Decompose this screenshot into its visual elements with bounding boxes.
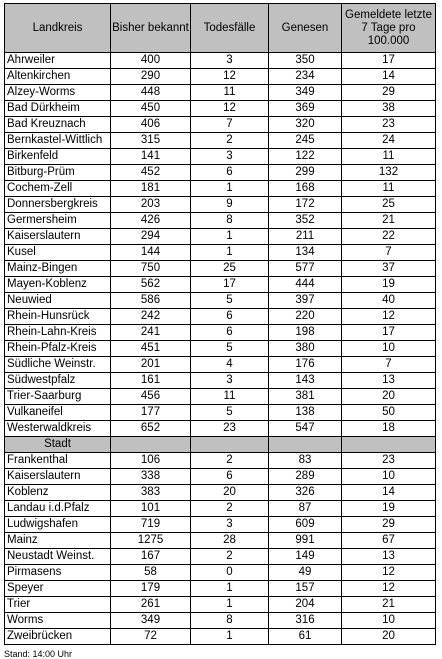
row-inzidenz: 23 bbox=[342, 453, 436, 469]
header-inzidenz: Gemeldete letzte 7 Tage pro 100.000 bbox=[342, 4, 436, 53]
table-row bbox=[5, 629, 436, 645]
row-bisher-bekannt: 167 bbox=[111, 549, 191, 565]
row-todesfaelle: 4 bbox=[191, 357, 269, 373]
table-row bbox=[5, 117, 436, 133]
row-bisher-bekannt: 106 bbox=[111, 453, 191, 469]
row-inzidenz: 12 bbox=[342, 581, 436, 597]
row-inzidenz: 10 bbox=[342, 469, 436, 485]
table-row bbox=[5, 485, 436, 501]
table-row bbox=[5, 469, 436, 485]
row-name: Frankenthal bbox=[5, 453, 111, 469]
row-todesfaelle: 5 bbox=[191, 293, 269, 309]
row-bisher-bekannt: 652 bbox=[111, 421, 191, 437]
row-todesfaelle: 6 bbox=[191, 325, 269, 341]
row-inzidenz: 38 bbox=[342, 101, 436, 117]
header-todesfaelle: Todesfälle bbox=[191, 4, 269, 53]
row-todesfaelle: 11 bbox=[191, 85, 269, 101]
table-row bbox=[5, 517, 436, 533]
row-inzidenz: 25 bbox=[342, 197, 436, 213]
table-row bbox=[5, 261, 436, 277]
header-bisher-bekannt: Bisher bekannt bbox=[111, 4, 191, 53]
table-row bbox=[5, 341, 436, 357]
row-genesen: 352 bbox=[269, 213, 342, 229]
row-name: Zweibrücken bbox=[5, 629, 111, 645]
row-inzidenz: 23 bbox=[342, 117, 436, 133]
row-todesfaelle: 12 bbox=[191, 69, 269, 85]
row-bisher-bekannt: 315 bbox=[111, 133, 191, 149]
row-name: Ludwigshafen bbox=[5, 517, 111, 533]
row-genesen: 143 bbox=[269, 373, 342, 389]
row-name: Vulkaneifel bbox=[5, 405, 111, 421]
table-row bbox=[5, 197, 436, 213]
row-inzidenz: 12 bbox=[342, 565, 436, 581]
row-bisher-bekannt: 294 bbox=[111, 229, 191, 245]
row-genesen: 122 bbox=[269, 149, 342, 165]
row-genesen: 349 bbox=[269, 85, 342, 101]
row-inzidenz: 11 bbox=[342, 149, 436, 165]
row-todesfaelle: 28 bbox=[191, 533, 269, 549]
table-row bbox=[5, 565, 436, 581]
footer-note: Stand: 14:00 Uhr bbox=[4, 649, 73, 659]
row-name: Speyer bbox=[5, 581, 111, 597]
row-todesfaelle: 1 bbox=[191, 245, 269, 261]
row-todesfaelle: 3 bbox=[191, 53, 269, 69]
table-row bbox=[5, 149, 436, 165]
table-row bbox=[5, 373, 436, 389]
table-row bbox=[5, 389, 436, 405]
row-name: Donnersbergkreis bbox=[5, 197, 111, 213]
row-genesen: 61 bbox=[269, 629, 342, 645]
row-bisher-bekannt: 448 bbox=[111, 85, 191, 101]
row-inzidenz: 13 bbox=[342, 549, 436, 565]
row-genesen: 49 bbox=[269, 565, 342, 581]
row-todesfaelle: 2 bbox=[191, 501, 269, 517]
table-row bbox=[5, 165, 436, 181]
row-name: Neuwied bbox=[5, 293, 111, 309]
row-name: Rhein-Hunsrück bbox=[5, 309, 111, 325]
row-todesfaelle: 20 bbox=[191, 485, 269, 501]
table-row bbox=[5, 229, 436, 245]
row-genesen: 234 bbox=[269, 69, 342, 85]
row-bisher-bekannt: 72 bbox=[111, 629, 191, 645]
row-inzidenz: 14 bbox=[342, 69, 436, 85]
row-name: Alzey-Worms bbox=[5, 85, 111, 101]
row-bisher-bekannt: 181 bbox=[111, 181, 191, 197]
row-todesfaelle: 1 bbox=[191, 597, 269, 613]
table-row bbox=[5, 213, 436, 229]
row-inzidenz: 11 bbox=[342, 181, 436, 197]
row-inzidenz: 132 bbox=[342, 165, 436, 181]
row-todesfaelle: 1 bbox=[191, 229, 269, 245]
row-genesen: 320 bbox=[269, 117, 342, 133]
header-landkreis: Landkreis bbox=[5, 4, 111, 53]
row-bisher-bekannt: 58 bbox=[111, 565, 191, 581]
row-todesfaelle: 11 bbox=[191, 389, 269, 405]
row-inzidenz: 7 bbox=[342, 357, 436, 373]
row-todesfaelle: 3 bbox=[191, 373, 269, 389]
row-genesen: 289 bbox=[269, 469, 342, 485]
row-genesen: 157 bbox=[269, 581, 342, 597]
row-name: Kusel bbox=[5, 245, 111, 261]
row-genesen: 134 bbox=[269, 245, 342, 261]
table-row bbox=[5, 421, 436, 437]
row-inzidenz: 50 bbox=[342, 405, 436, 421]
row-bisher-bekannt: 400 bbox=[111, 53, 191, 69]
row-todesfaelle: 3 bbox=[191, 517, 269, 533]
table-row bbox=[5, 453, 436, 469]
row-inzidenz: 21 bbox=[342, 213, 436, 229]
row-name: Südwestpfalz bbox=[5, 373, 111, 389]
row-inzidenz: 29 bbox=[342, 517, 436, 533]
row-inzidenz: 20 bbox=[342, 389, 436, 405]
row-name: Koblenz bbox=[5, 485, 111, 501]
section-empty-cell bbox=[269, 437, 342, 453]
row-genesen: 138 bbox=[269, 405, 342, 421]
row-todesfaelle: 6 bbox=[191, 309, 269, 325]
row-name: Pirmasens bbox=[5, 565, 111, 581]
row-todesfaelle: 0 bbox=[191, 565, 269, 581]
row-inzidenz: 7 bbox=[342, 245, 436, 261]
row-inzidenz: 20 bbox=[342, 629, 436, 645]
table-row bbox=[5, 293, 436, 309]
row-todesfaelle: 5 bbox=[191, 341, 269, 357]
row-inzidenz: 10 bbox=[342, 613, 436, 629]
row-name: Birkenfeld bbox=[5, 149, 111, 165]
table-row bbox=[5, 325, 436, 341]
section-empty-cell bbox=[342, 437, 436, 453]
row-bisher-bekannt: 383 bbox=[111, 485, 191, 501]
row-todesfaelle: 23 bbox=[191, 421, 269, 437]
row-todesfaelle: 2 bbox=[191, 549, 269, 565]
table-row bbox=[5, 357, 436, 373]
row-todesfaelle: 1 bbox=[191, 581, 269, 597]
row-todesfaelle: 2 bbox=[191, 453, 269, 469]
table-container bbox=[4, 3, 436, 645]
row-name: Mayen-Koblenz bbox=[5, 277, 111, 293]
row-name: Altenkirchen bbox=[5, 69, 111, 85]
row-genesen: 350 bbox=[269, 53, 342, 69]
row-bisher-bekannt: 562 bbox=[111, 277, 191, 293]
row-genesen: 381 bbox=[269, 389, 342, 405]
row-inzidenz: 29 bbox=[342, 85, 436, 101]
row-genesen: 326 bbox=[269, 485, 342, 501]
row-genesen: 547 bbox=[269, 421, 342, 437]
table-row bbox=[5, 581, 436, 597]
row-genesen: 172 bbox=[269, 197, 342, 213]
row-genesen: 369 bbox=[269, 101, 342, 117]
row-name: Kaiserslautern bbox=[5, 469, 111, 485]
row-genesen: 991 bbox=[269, 533, 342, 549]
table-row bbox=[5, 101, 436, 117]
row-name: Bitburg-Prüm bbox=[5, 165, 111, 181]
table-body bbox=[5, 53, 436, 645]
row-todesfaelle: 12 bbox=[191, 101, 269, 117]
table-row bbox=[5, 277, 436, 293]
row-name: Bernkastel-Wittlich bbox=[5, 133, 111, 149]
section-row-stadt bbox=[5, 437, 436, 453]
row-genesen: 211 bbox=[269, 229, 342, 245]
table-row bbox=[5, 85, 436, 101]
row-inzidenz: 18 bbox=[342, 421, 436, 437]
row-name: Südliche Weinstr. bbox=[5, 357, 111, 373]
row-todesfaelle: 1 bbox=[191, 181, 269, 197]
row-bisher-bekannt: 179 bbox=[111, 581, 191, 597]
row-bisher-bekannt: 450 bbox=[111, 101, 191, 117]
row-bisher-bekannt: 177 bbox=[111, 405, 191, 421]
row-inzidenz: 17 bbox=[342, 53, 436, 69]
row-inzidenz: 10 bbox=[342, 341, 436, 357]
header-genesen: Genesen bbox=[269, 4, 342, 53]
table-row bbox=[5, 533, 436, 549]
row-genesen: 444 bbox=[269, 277, 342, 293]
section-empty-cell bbox=[111, 437, 191, 453]
row-inzidenz: 21 bbox=[342, 597, 436, 613]
row-genesen: 176 bbox=[269, 357, 342, 373]
row-bisher-bekannt: 203 bbox=[111, 197, 191, 213]
row-name: Cochem-Zell bbox=[5, 181, 111, 197]
row-todesfaelle: 8 bbox=[191, 213, 269, 229]
table-row bbox=[5, 181, 436, 197]
row-name: Worms bbox=[5, 613, 111, 629]
row-genesen: 397 bbox=[269, 293, 342, 309]
row-inzidenz: 19 bbox=[342, 501, 436, 517]
table-row bbox=[5, 405, 436, 421]
row-genesen: 149 bbox=[269, 549, 342, 565]
table-row bbox=[5, 549, 436, 565]
table-row bbox=[5, 245, 436, 261]
table-row bbox=[5, 501, 436, 517]
row-inzidenz: 14 bbox=[342, 485, 436, 501]
row-inzidenz: 67 bbox=[342, 533, 436, 549]
row-bisher-bekannt: 452 bbox=[111, 165, 191, 181]
section-label: Stadt bbox=[5, 437, 111, 453]
row-name: Rhein-Lahn-Kreis bbox=[5, 325, 111, 341]
row-bisher-bekannt: 750 bbox=[111, 261, 191, 277]
row-inzidenz: 37 bbox=[342, 261, 436, 277]
row-name: Westerwaldkreis bbox=[5, 421, 111, 437]
row-bisher-bekannt: 719 bbox=[111, 517, 191, 533]
row-name: Trier bbox=[5, 597, 111, 613]
row-bisher-bekannt: 161 bbox=[111, 373, 191, 389]
header-row bbox=[5, 4, 436, 53]
row-bisher-bekannt: 144 bbox=[111, 245, 191, 261]
row-bisher-bekannt: 349 bbox=[111, 613, 191, 629]
table-row bbox=[5, 53, 436, 69]
row-todesfaelle: 3 bbox=[191, 149, 269, 165]
row-name: Germersheim bbox=[5, 213, 111, 229]
table-row bbox=[5, 613, 436, 629]
row-bisher-bekannt: 290 bbox=[111, 69, 191, 85]
covid-table bbox=[4, 3, 436, 645]
row-genesen: 299 bbox=[269, 165, 342, 181]
row-name: Landau i.d.Pfalz bbox=[5, 501, 111, 517]
row-name: Bad Dürkheim bbox=[5, 101, 111, 117]
section-empty-cell bbox=[191, 437, 269, 453]
row-genesen: 316 bbox=[269, 613, 342, 629]
row-bisher-bekannt: 101 bbox=[111, 501, 191, 517]
row-genesen: 198 bbox=[269, 325, 342, 341]
row-bisher-bekannt: 586 bbox=[111, 293, 191, 309]
row-todesfaelle: 7 bbox=[191, 117, 269, 133]
row-bisher-bekannt: 1275 bbox=[111, 533, 191, 549]
row-inzidenz: 40 bbox=[342, 293, 436, 309]
row-genesen: 245 bbox=[269, 133, 342, 149]
row-todesfaelle: 17 bbox=[191, 277, 269, 293]
row-genesen: 168 bbox=[269, 181, 342, 197]
row-genesen: 609 bbox=[269, 517, 342, 533]
row-todesfaelle: 2 bbox=[191, 133, 269, 149]
row-bisher-bekannt: 201 bbox=[111, 357, 191, 373]
row-inzidenz: 19 bbox=[342, 277, 436, 293]
row-todesfaelle: 1 bbox=[191, 629, 269, 645]
row-bisher-bekannt: 241 bbox=[111, 325, 191, 341]
row-name: Kaiserslautern bbox=[5, 229, 111, 245]
row-genesen: 83 bbox=[269, 453, 342, 469]
row-todesfaelle: 6 bbox=[191, 165, 269, 181]
row-inzidenz: 17 bbox=[342, 325, 436, 341]
row-todesfaelle: 9 bbox=[191, 197, 269, 213]
row-todesfaelle: 8 bbox=[191, 613, 269, 629]
row-name: Rhein-Pfalz-Kreis bbox=[5, 341, 111, 357]
row-inzidenz: 22 bbox=[342, 229, 436, 245]
table-row bbox=[5, 309, 436, 325]
row-genesen: 204 bbox=[269, 597, 342, 613]
row-genesen: 87 bbox=[269, 501, 342, 517]
row-name: Neustadt Weinst. bbox=[5, 549, 111, 565]
row-name: Bad Kreuznach bbox=[5, 117, 111, 133]
row-inzidenz: 24 bbox=[342, 133, 436, 149]
row-bisher-bekannt: 406 bbox=[111, 117, 191, 133]
row-bisher-bekannt: 261 bbox=[111, 597, 191, 613]
row-name: Mainz bbox=[5, 533, 111, 549]
row-todesfaelle: 6 bbox=[191, 469, 269, 485]
row-bisher-bekannt: 338 bbox=[111, 469, 191, 485]
row-inzidenz: 13 bbox=[342, 373, 436, 389]
row-inzidenz: 12 bbox=[342, 309, 436, 325]
row-bisher-bekannt: 451 bbox=[111, 341, 191, 357]
row-todesfaelle: 5 bbox=[191, 405, 269, 421]
row-name: Ahrweiler bbox=[5, 53, 111, 69]
row-bisher-bekannt: 242 bbox=[111, 309, 191, 325]
row-bisher-bekannt: 456 bbox=[111, 389, 191, 405]
row-genesen: 577 bbox=[269, 261, 342, 277]
table-row bbox=[5, 69, 436, 85]
row-genesen: 380 bbox=[269, 341, 342, 357]
table-row bbox=[5, 133, 436, 149]
row-name: Trier-Saarburg bbox=[5, 389, 111, 405]
table-row bbox=[5, 597, 436, 613]
row-bisher-bekannt: 426 bbox=[111, 213, 191, 229]
row-todesfaelle: 25 bbox=[191, 261, 269, 277]
row-bisher-bekannt: 141 bbox=[111, 149, 191, 165]
row-name: Mainz-Bingen bbox=[5, 261, 111, 277]
row-genesen: 220 bbox=[269, 309, 342, 325]
